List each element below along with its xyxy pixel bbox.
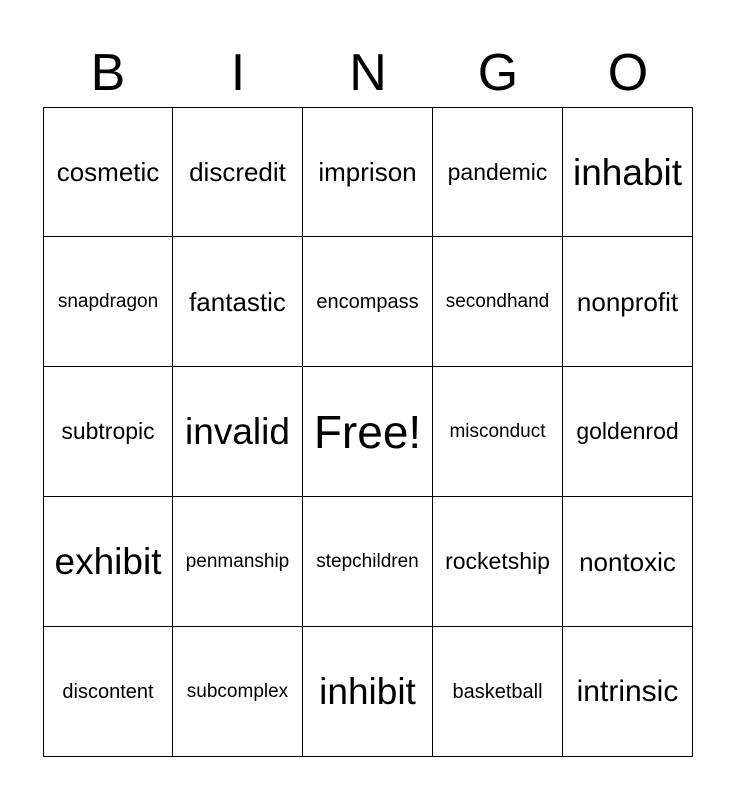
bingo-cell: snapdragon — [43, 237, 173, 367]
bingo-cell: stepchildren — [303, 497, 433, 627]
bingo-cell: inhabit — [563, 107, 693, 237]
header-letter-o: O — [607, 44, 649, 102]
bingo-cell: invalid — [173, 367, 303, 497]
bingo-cell: secondhand — [433, 237, 563, 367]
bingo-cell: goldenrod — [563, 367, 693, 497]
bingo-cell: inhibit — [303, 627, 433, 757]
bingo-cell: cosmetic — [43, 107, 173, 237]
bingo-cell: intrinsic — [563, 627, 693, 757]
bingo-cell: discredit — [173, 107, 303, 237]
header-letter-i: I — [230, 44, 246, 102]
bingo-cell: nontoxic — [563, 497, 693, 627]
bingo-cell: discontent — [43, 627, 173, 757]
header-letter-g: G — [477, 44, 519, 102]
bingo-cell: subtropic — [43, 367, 173, 497]
bingo-board — [43, 107, 693, 757]
bingo-cell: penmanship — [173, 497, 303, 627]
bingo-cell: misconduct — [433, 367, 563, 497]
bingo-cell: nonprofit — [563, 237, 693, 367]
bingo-cell: basketball — [433, 627, 563, 757]
bingo-cell: fantastic — [173, 237, 303, 367]
bingo-cell: imprison — [303, 107, 433, 237]
bingo-cell: subcomplex — [173, 627, 303, 757]
bingo-cell: rocketship — [433, 497, 563, 627]
header-letter-n: N — [349, 44, 387, 102]
bingo-cell: exhibit — [43, 497, 173, 627]
bingo-header — [43, 40, 693, 106]
free-space-cell: Free! — [303, 367, 433, 497]
bingo-cell: encompass — [303, 237, 433, 367]
header-letter-b: B — [90, 44, 126, 102]
bingo-cell: pandemic — [433, 107, 563, 237]
